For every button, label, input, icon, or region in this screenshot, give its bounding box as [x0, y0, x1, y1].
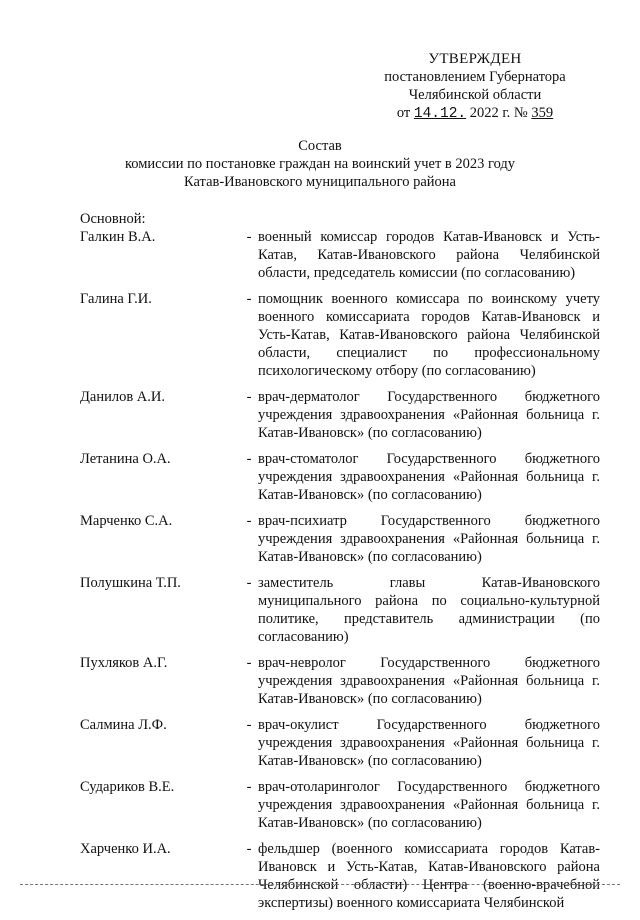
member-role: врач-невролог Государственного бюджетного учреждения здравоохранения «Районная больница г. Катав-Ивановск» (по согласованию) [258, 655, 600, 707]
member-name: Летанина О.А. [80, 451, 171, 467]
member-row [80, 228, 600, 282]
decree-date: 14.12. [413, 106, 467, 122]
member-dash: - [246, 655, 252, 671]
approval-line-2: Челябинской области [408, 87, 542, 103]
member-row [80, 450, 600, 504]
member-name: Галина Г.И. [80, 291, 152, 307]
title-line-2: комиссии по постановке граждан на воинский учет в 2023 году [124, 156, 516, 172]
member-dash: - [246, 451, 252, 467]
member-dash: - [246, 513, 252, 529]
member-dash: - [246, 717, 252, 733]
member-role: врач-окулист Государственного бюджетного учреждения здравоохранения «Районная больница г. Катав-Ивановск» (по согласованию) [258, 717, 600, 769]
member-dash: - [246, 841, 252, 857]
member-role: заместитель главы Катав-Ивановского муниципального района по социально-культурной политике, представитель администрации (по согласованию) [258, 575, 600, 645]
approval-line-1: постановлением Губернатора [384, 69, 566, 85]
member-name: Галкин В.А. [80, 229, 156, 245]
member-row [80, 840, 600, 912]
member-name: Харченко И.А. [80, 841, 171, 857]
member-dash: - [246, 291, 252, 307]
member-role: врач-отоларинголог Государственного бюджетного учреждения здравоохранения «Районная больница г. Катав-Ивановск» (по согласованию) [258, 779, 600, 831]
date-prefix: от [396, 105, 411, 121]
member-row [80, 512, 600, 566]
member-row [80, 388, 600, 442]
member-role: помощник военного комиссара по воинскому учету военного комиссариата городов Катав-Ивановск и Усть-Катав, Катав-Ивановского района Челябинской области, специалист по профессиональному психологическому отбору (по согласованию) [258, 291, 600, 379]
approval-date-line [350, 104, 600, 123]
decree-number: 359 [531, 105, 554, 121]
member-name: Полушкина Т.П. [80, 575, 181, 591]
page-bottom-divider [20, 884, 620, 885]
member-dash: - [246, 575, 252, 591]
member-row [80, 574, 600, 646]
commission-roster [80, 210, 600, 920]
decree-year: 2022 г. № [469, 105, 528, 121]
approval-block [350, 50, 600, 123]
approval-heading: УТВЕРЖДЕН [428, 51, 522, 67]
member-list [80, 228, 600, 912]
member-role: военный комиссар городов Катав-Ивановск и Усть-Катав, Катав-Ивановского района Челябинской области, председатель комиссии (по согласованию) [258, 229, 600, 281]
member-name: Судариков В.Е. [80, 779, 175, 795]
member-name: Салмина Л.Ф. [80, 717, 167, 733]
document-title [0, 137, 640, 191]
member-name: Данилов А.И. [80, 389, 165, 405]
member-row [80, 290, 600, 380]
title-line-1: Состав [298, 138, 342, 154]
member-role: врач-психиатр Государственного бюджетного учреждения здравоохранения «Районная больница г. Катав-Ивановск» (по согласованию) [258, 513, 600, 565]
member-dash: - [246, 389, 252, 405]
title-line-3: Катав-Ивановского муниципального района [184, 174, 456, 190]
member-row [80, 654, 600, 708]
section-label: Основной: [80, 211, 146, 227]
member-dash: - [246, 229, 252, 245]
member-role: фельдшер (военного комиссариата городов Катав-Ивановск и Усть-Катав, Катав-Ивановского района Челябинской области) Центра (военно-врачебной экспертизы) военного комиссариата Челябинской [258, 841, 600, 911]
member-row [80, 716, 600, 770]
member-role: врач-стоматолог Государственного бюджетного учреждения здравоохранения «Районная больница г. Катав-Ивановск» (по согласованию) [258, 451, 600, 503]
member-name: Марченко С.А. [80, 513, 173, 529]
member-dash: - [246, 779, 252, 795]
member-row [80, 778, 600, 832]
member-role: врач-дерматолог Государственного бюджетного учреждения здравоохранения «Районная больница г. Катав-Ивановск» (по согласованию) [258, 389, 600, 441]
member-name: Пухляков А.Г. [80, 655, 168, 671]
